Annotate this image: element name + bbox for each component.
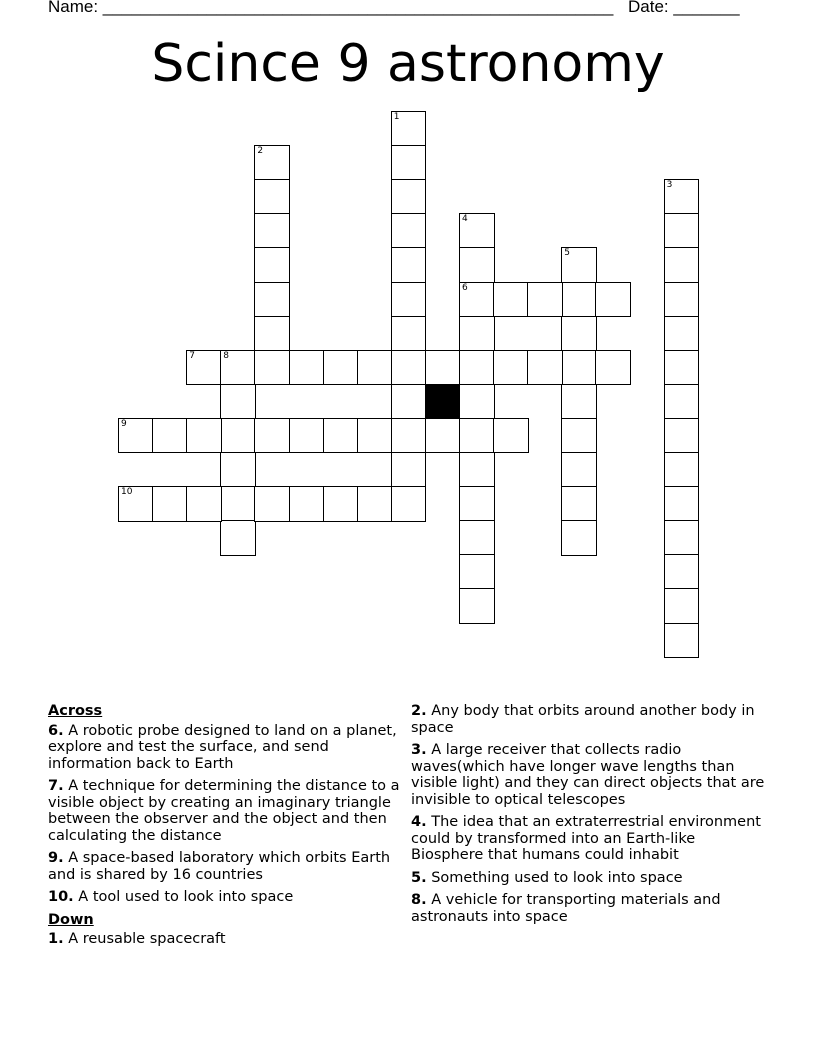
across-clue-10 [48, 889, 408, 906]
grid-cell[interactable] [391, 350, 427, 386]
clue-text: A robotic probe designed to land on a planet, explore and test the surface, and send information back to Earth [48, 722, 397, 772]
grid-cell[interactable] [561, 486, 597, 522]
grid-cell[interactable] [289, 350, 325, 386]
clue-text: A space-based laboratory which orbits Earth and is shared by 16 countries [48, 850, 391, 883]
grid-cell[interactable] [493, 418, 529, 454]
grid-cell[interactable] [664, 384, 700, 420]
cell-number: 7 [189, 350, 195, 361]
grid-cell[interactable] [391, 247, 427, 283]
grid-cell[interactable] [254, 418, 290, 454]
down-heading: Down [48, 911, 94, 928]
cell-number: 9 [121, 418, 127, 429]
grid-cell[interactable] [220, 384, 256, 420]
grid-cell[interactable] [459, 384, 495, 420]
down-clue-3 [411, 742, 771, 808]
grid-cell[interactable] [391, 384, 427, 420]
grid-cell[interactable] [254, 486, 290, 522]
grid-cell[interactable] [391, 316, 427, 352]
across-clue-7 [48, 778, 408, 844]
clue-text: A reusable spacecraft [68, 931, 226, 947]
grid-cell[interactable] [391, 282, 427, 318]
date-field: Date: _______ [628, 0, 740, 16]
grid-cell[interactable] [561, 316, 597, 352]
clue-number: 5. [411, 869, 427, 886]
grid-cell[interactable] [186, 418, 222, 454]
clue-number: 10. [48, 889, 74, 905]
clues-right-column [411, 703, 771, 931]
grid-cell[interactable] [664, 520, 700, 556]
grid-cell[interactable] [220, 350, 256, 386]
grid-cell[interactable] [425, 350, 461, 386]
clue-text: A large receiver that collects radio waves(which have longer wave lengths than visible light) and they can direct objects that are invisible to optical telescopes [411, 742, 765, 808]
grid-cell[interactable] [254, 213, 290, 249]
down-clue-4 [411, 814, 771, 864]
grid-cell[interactable] [254, 316, 290, 352]
grid-cell[interactable] [391, 452, 427, 488]
grid-cell[interactable] [664, 588, 700, 624]
clue-text: A tool used to look into space [78, 889, 294, 905]
grid-cell[interactable] [220, 418, 256, 454]
grid-cell[interactable] [186, 486, 222, 522]
grid-cell[interactable] [152, 418, 188, 454]
grid-cell[interactable] [561, 418, 597, 454]
grid-cell[interactable] [664, 179, 700, 215]
grid-cell[interactable] [118, 418, 154, 454]
grid-cell[interactable] [561, 452, 597, 488]
grid-cell[interactable] [595, 350, 631, 386]
clues-left-column [48, 703, 408, 954]
name-field: Name: ______________________________________________________ [48, 0, 614, 16]
grid-cell[interactable] [357, 486, 393, 522]
grid-cell[interactable] [186, 350, 222, 386]
clue-number: 1. [48, 931, 64, 947]
clue-number: 3. [411, 742, 427, 758]
grid-cell[interactable] [561, 282, 597, 318]
clue-text: A technique for determining the distance to a visible object by creating an imaginary triangle between the observer and the object and then calculating the distance [48, 778, 400, 844]
across-clue-9 [48, 850, 408, 883]
grid-cell[interactable] [664, 350, 700, 386]
grid-cell[interactable] [425, 418, 461, 454]
grid-cell[interactable] [459, 486, 495, 522]
grid-cell[interactable] [220, 452, 256, 488]
down-clue-1 [48, 931, 408, 948]
grid-cell[interactable] [561, 350, 597, 386]
clue-number: 8. [411, 892, 427, 908]
clue-number: 9. [48, 850, 64, 866]
grid-cell[interactable] [664, 418, 700, 454]
cell-number: 1 [393, 112, 400, 122]
grid-cell[interactable] [459, 554, 495, 590]
grid-cell[interactable] [664, 213, 700, 249]
grid-cell[interactable] [664, 486, 700, 522]
grid-cell[interactable] [459, 418, 495, 454]
clue-number: 7. [48, 778, 64, 794]
down-clue-2 [411, 703, 771, 736]
cell-number: 3 [666, 180, 673, 191]
cell-number: 5 [564, 248, 571, 259]
grid-cell[interactable] [289, 486, 325, 522]
grid-cell[interactable] [323, 418, 359, 454]
down-clue-5 [411, 870, 771, 887]
clue-text: Any body that orbits around another body in space [411, 703, 755, 736]
grid-cell[interactable] [357, 418, 393, 454]
grid-cell[interactable] [664, 452, 700, 488]
page-title: Scince 9 astronomy [151, 34, 665, 94]
grid-cell[interactable] [289, 418, 325, 454]
grid-cell[interactable] [459, 452, 495, 488]
grid-cell[interactable] [561, 384, 597, 420]
grid-cell[interactable] [664, 554, 700, 590]
grid-cell[interactable] [459, 316, 495, 352]
grid-cell[interactable] [323, 350, 359, 386]
grid-cell[interactable] [595, 282, 631, 318]
across-clue-6 [48, 723, 408, 773]
clue-text: A vehicle for transporting materials and astronauts into space [411, 892, 721, 925]
cell-number: 10 [121, 487, 133, 498]
grid-cell[interactable] [493, 350, 529, 386]
grid-cell[interactable] [254, 247, 290, 283]
grid-cell[interactable] [527, 350, 563, 386]
grid-cell[interactable] [391, 486, 427, 522]
grid-cell[interactable] [152, 486, 188, 522]
clue-number: 2. [411, 703, 427, 719]
grid-cell[interactable] [493, 282, 529, 318]
down-clue-8 [411, 892, 771, 925]
across-heading: Across [48, 703, 103, 719]
grid-cell[interactable] [118, 486, 154, 522]
grid-cell[interactable] [391, 418, 427, 454]
grid-cell[interactable] [459, 520, 495, 556]
grid-cell-black [425, 384, 461, 420]
cell-number: 4 [462, 214, 468, 225]
grid-cell[interactable] [254, 145, 290, 181]
grid-cell[interactable] [664, 282, 700, 318]
grid-cell[interactable] [459, 350, 495, 386]
grid-cell[interactable] [391, 213, 427, 249]
grid-cell[interactable] [459, 282, 495, 318]
clue-number: 6. [48, 722, 64, 739]
grid-cell[interactable] [664, 316, 700, 352]
clue-text: Something used to look into space [431, 869, 683, 886]
grid-cell[interactable] [220, 520, 256, 556]
cell-number: 2 [257, 146, 264, 157]
grid-cell[interactable] [254, 179, 290, 215]
grid-cell[interactable] [254, 282, 290, 318]
grid-cell[interactable] [664, 247, 700, 283]
grid-cell[interactable] [459, 588, 495, 624]
grid-cell[interactable] [459, 213, 495, 249]
grid-cell[interactable] [391, 145, 427, 181]
clue-text: The idea that an extraterrestrial environment could by transformed into an Earth-like Biosphere that humans could inhabit [411, 814, 761, 863]
grid-cell[interactable] [391, 111, 427, 147]
grid-cell[interactable] [561, 520, 597, 556]
grid-cell[interactable] [459, 247, 495, 283]
grid-cell[interactable] [323, 486, 359, 522]
grid-cell[interactable] [527, 282, 563, 318]
grid-cell[interactable] [391, 179, 427, 215]
grid-cell[interactable] [561, 247, 597, 283]
grid-cell[interactable] [664, 623, 700, 659]
grid-cell[interactable] [254, 350, 290, 386]
cell-number: 8 [223, 350, 230, 361]
cell-number: 6 [462, 282, 468, 293]
clue-number: 4. [411, 814, 427, 830]
grid-cell[interactable] [220, 486, 256, 522]
grid-cell[interactable] [357, 350, 393, 386]
